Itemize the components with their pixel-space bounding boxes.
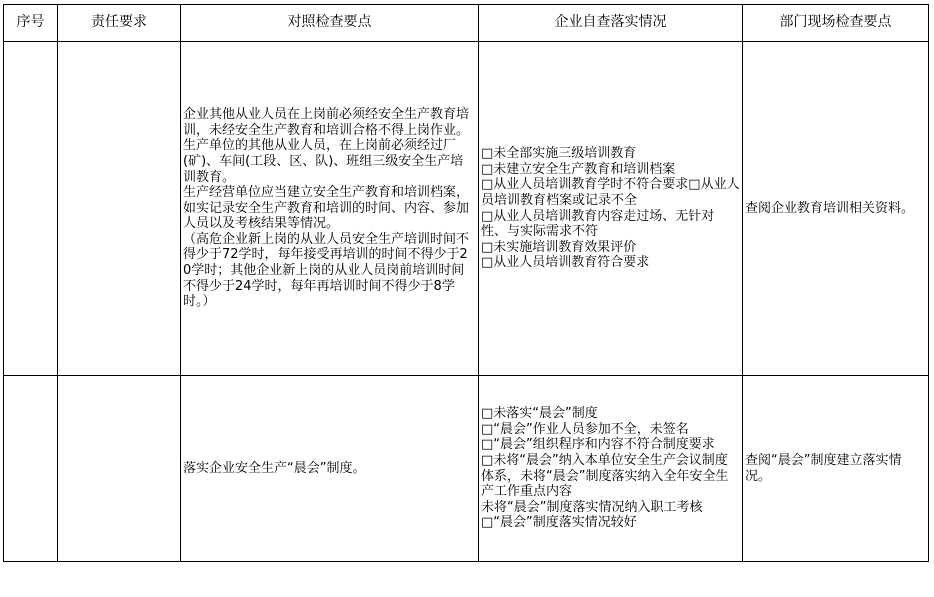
self-check-option: □未建立安全生产教育和培训档案 (481, 161, 676, 177)
self-check-cell (479, 42, 743, 376)
self-check-option: 未将“晨会”制度落实情况纳入职工考核 (481, 499, 703, 515)
table-row (4, 376, 929, 562)
header-row (4, 5, 929, 42)
check-point-text: （高危企业新上岗的从业人员安全生产培训时间不得少于72学时，每年接受再培训的时间不得少于20学时；其他企业新上岗的从业人员岗前培训时间不得少于24学时，每年再培训时间不得少于8学时。） (183, 231, 470, 310)
table-row (4, 42, 929, 376)
dept-check-cell: 查阅企业教育培训相关资料。 (743, 42, 929, 376)
check-points-cell (181, 42, 479, 376)
check-point-text: 企业其他从业人员在上岗前必须经安全生产教育培训，未经安全生产教育和培训合格不得上岗作业。 (183, 107, 470, 138)
responsibility-cell (58, 42, 181, 376)
self-check-option: □未实施培训教育效果评价 (481, 239, 637, 255)
index-cell (4, 376, 58, 562)
header-self-check: 企业自查落实情况 (479, 5, 743, 42)
self-check-option: □从业人员培训教育内容走过场、无针对性、与实际需求不符 (481, 208, 715, 240)
check-point-text: 生产单位的其他从业人员，在上岗前必须经过厂(矿)、车间(工段、区、队)、班组三级安全生产培训教育。 (183, 138, 464, 185)
self-check-option: □未落实“晨会”制度 (481, 406, 598, 422)
header-index: 序号 (4, 5, 58, 42)
self-check-option: □“晨会”制度落实情况较好 (481, 515, 637, 531)
dept-check-cell: 查阅“晨会”制度建立落实情况。 (743, 376, 929, 562)
check-point-text: 落实企业安全生产“晨会”制度。 (183, 460, 366, 476)
self-check-option: □未将“晨会”纳入本单位安全生产会议制度体系，未将“晨会”制度落实纳入全年安全生产工作重点内容 (481, 452, 729, 500)
header-dept-check: 部门现场检查要点 (743, 5, 929, 42)
self-check-cell (479, 376, 743, 562)
check-points-cell (181, 376, 479, 562)
self-check-option: □从业人员培训教育符合要求 (481, 255, 650, 271)
self-check-option: □未全部实施三级培训教育 (481, 146, 637, 162)
self-check-option: □从业人员培训教育学时不符合要求□从业人员培训教育档案或记录不全 (481, 177, 740, 208)
responsibility-cell (58, 376, 181, 562)
header-responsibility: 责任要求 (58, 5, 181, 42)
self-check-option: □“晨会”组织程序和内容不符合制度要求 (481, 437, 715, 453)
check-point-text: 生产经营单位应当建立安全生产教育和培训档案，如实记录安全生产教育和培训的时间、内容、参加人员以及考核结果等情况。 (183, 185, 470, 232)
index-cell (4, 42, 58, 376)
inspection-table (3, 4, 929, 562)
self-check-option: □“晨会”作业人员参加不全，未签名 (481, 421, 689, 437)
header-check-points: 对照检查要点 (181, 5, 479, 42)
